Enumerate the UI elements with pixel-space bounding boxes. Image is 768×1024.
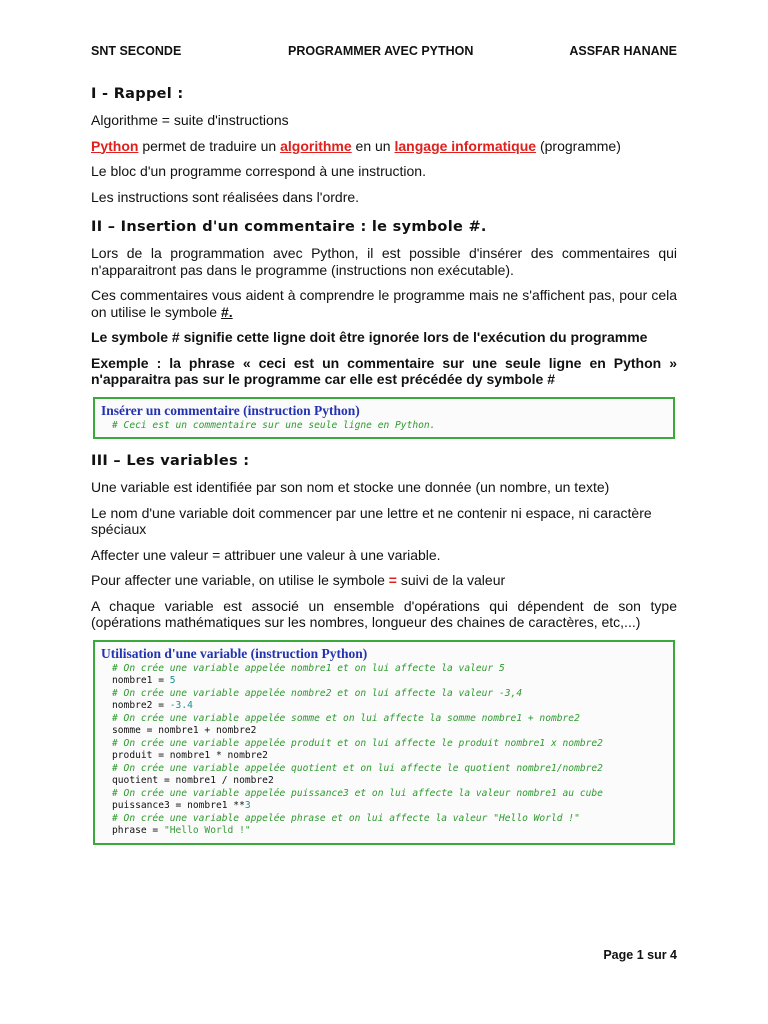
commentaire-p2 bbox=[91, 287, 677, 320]
variable-code-box bbox=[93, 640, 675, 845]
code-value: 3 bbox=[244, 800, 251, 811]
variables-p3: Affecter une valeur = attribuer une valeur à une variable. bbox=[91, 546, 441, 563]
hash-symbol: #. bbox=[220, 303, 233, 320]
commentaire-p3: Le symbole # signifie cette ligne doit être ignorée lors de l'exécution du programme bbox=[91, 329, 648, 345]
commentaire-p4: Exemple : la phrase « ceci est un commentaire sur une seule ligne en Python » n'apparaitra pas sur le programme car elle est précédée dy symbole # bbox=[91, 354, 677, 387]
commentaire-p1: Lors de la programmation avec Python, il est possible d'insérer des commentaires qui n'apparaitront pas dans le programme (instructions non exécutable). bbox=[91, 245, 677, 278]
code-line: produit = nombre1 * nombre2 bbox=[112, 750, 268, 761]
section-commentaire-title: II – Insertion d'un commentaire : le symbole #. bbox=[91, 219, 487, 235]
variables-p4-text-a: Pour affecter une variable, on utilise le symbole bbox=[91, 572, 389, 588]
header-class: SNT SECONDE bbox=[91, 44, 182, 58]
header-author: ASSFAR HANANE bbox=[569, 44, 677, 58]
variable-box-title: Utilisation d'une variable (instruction Python) bbox=[101, 645, 368, 661]
code-comment: # On crée une variable appelée puissance3 et on lui affecte la valeur nombre1 au cube bbox=[112, 787, 603, 799]
header-title: PROGRAMMER AVEC PYTHON bbox=[288, 44, 474, 58]
code-line bbox=[112, 825, 667, 838]
code-var: nombre2 = bbox=[112, 700, 170, 711]
rappel-line2-text-a: permet de traduire un bbox=[138, 137, 281, 154]
code-line bbox=[112, 700, 667, 713]
rappel-line3: Le bloc d'un programme correspond à une instruction. bbox=[91, 163, 426, 179]
page-header bbox=[91, 44, 677, 62]
code-var: puissance3 = nombre1 ** bbox=[112, 800, 245, 811]
code-line bbox=[112, 675, 667, 688]
code-comment: # On crée une variable appelée somme et on lui affecte la somme nombre1 + nombre2 bbox=[112, 712, 580, 724]
comment-code-line: # Ceci est un commentaire sur une seule ligne en Python. bbox=[112, 419, 436, 431]
variables-p5: A chaque variable est associé un ensemble d'opérations qui dépendent de son type (opérations mathématiques sur les nombres, longueur des chaines de caractères, etc,...) bbox=[91, 597, 677, 630]
comment-code-box bbox=[93, 397, 675, 440]
code-value: 5 bbox=[169, 675, 176, 686]
variables-p2: Le nom d'une variable doit commencer par une lettre et ne contenir ni espace, ni caractère spéciaux bbox=[91, 504, 652, 537]
langage-keyword: langage informatique bbox=[394, 137, 537, 154]
code-line: somme = nombre1 + nombre2 bbox=[112, 725, 257, 736]
rappel-line4: Les instructions sont réalisées dans l'ordre. bbox=[91, 188, 360, 205]
variables-p4 bbox=[91, 572, 677, 589]
code-value: "Hello World !" bbox=[163, 825, 251, 836]
code-comment: # On crée une variable appelée nombre1 et on lui affecte la valeur 5 bbox=[112, 662, 505, 674]
python-keyword: Python bbox=[91, 137, 139, 154]
code-value: -3.4 bbox=[169, 700, 193, 711]
code-line bbox=[112, 800, 667, 813]
rappel-line2-text-c: (programme) bbox=[536, 137, 621, 154]
rappel-line2 bbox=[91, 138, 677, 155]
document-body bbox=[91, 86, 677, 859]
rappel-line2-text-b: en un bbox=[351, 137, 395, 154]
code-comment: # On crée une variable appelée quotient et on lui affecte le quotient nombre1/nombre2 bbox=[112, 762, 603, 774]
page-number: Page 1 sur 4 bbox=[603, 948, 677, 962]
code-var: phrase = bbox=[112, 825, 164, 836]
variables-p1: Une variable est identifiée par son nom et stocke une donnée (un nombre, un texte) bbox=[91, 479, 610, 495]
code-line: quotient = nombre1 / nombre2 bbox=[112, 775, 274, 786]
comment-box-title: Insérer un commentaire (instruction Python) bbox=[101, 402, 360, 418]
commentaire-p2-text: Ces commentaires vous aident à comprendre le programme mais ne s'affichent pas, pour cela on utilise le symbole bbox=[91, 287, 677, 320]
algorithme-keyword: algorithme bbox=[280, 137, 352, 154]
code-var: nombre1 = bbox=[112, 675, 170, 686]
rappel-line1: Algorithme = suite d'instructions bbox=[91, 112, 289, 128]
section-variables-title: III – Les variables : bbox=[91, 453, 250, 469]
code-comment: # On crée une variable appelée phrase et on lui affecte la valeur "Hello World !" bbox=[112, 812, 580, 824]
code-comment: # On crée une variable appelée nombre2 et on lui affecte la valeur -3,4 bbox=[112, 687, 523, 699]
section-rappel-title: I - Rappel : bbox=[91, 86, 184, 102]
variables-p4-text-b: suivi de la valeur bbox=[396, 572, 506, 588]
equals-symbol: = bbox=[388, 572, 397, 588]
code-comment: # On crée une variable appelée produit et on lui affecte le produit nombre1 x nombre2 bbox=[112, 737, 603, 749]
